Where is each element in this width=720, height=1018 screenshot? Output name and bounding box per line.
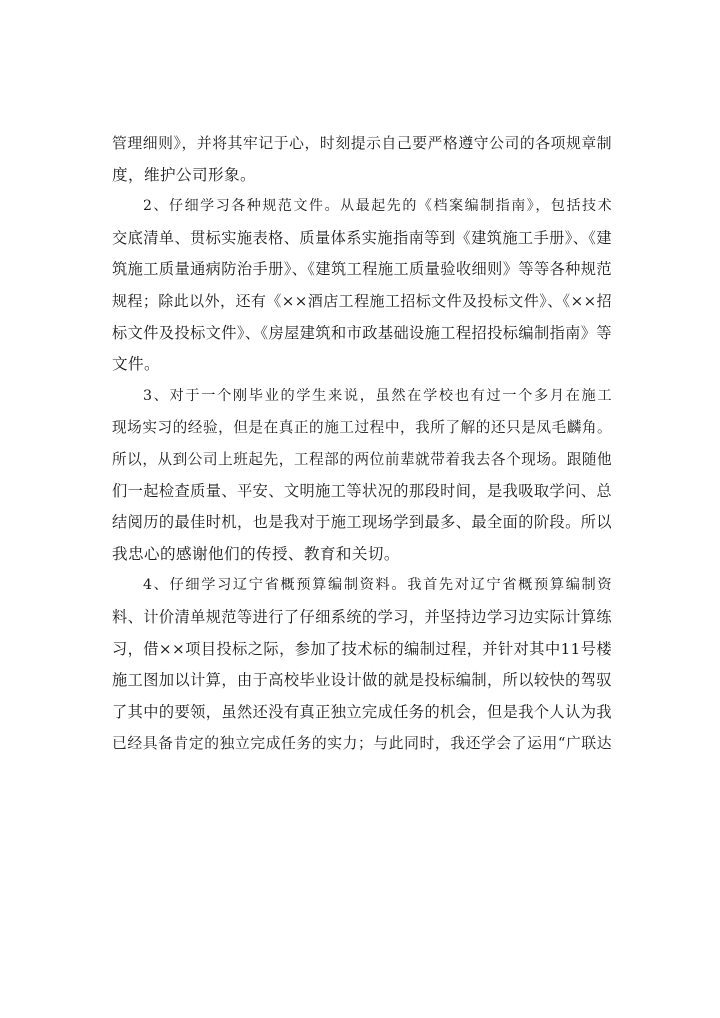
text-line: 标文件及投标文件》、《房屋建筑和市政基础设施工程招投标编制指南》等 bbox=[112, 323, 612, 342]
text-line: 规程；除此以外，还有《××酒店工程施工招标文件及投标文件》、《××招 bbox=[112, 291, 612, 310]
text-line: 已经具备肯定的独立完成任务的实力；与此同时，我还学会了运用“广联达 bbox=[112, 735, 612, 753]
document-body bbox=[112, 128, 612, 760]
text-line: 筑施工质量通病防治手册》、《建筑工程施工质量验收细则》等等各种规范 bbox=[112, 260, 612, 279]
text-line: 3、对于一个刚毕业的学生来说，虽然在学校也有过一个多月在施工 bbox=[143, 387, 612, 404]
text-line: 管理细则》，并将其牢记于心，时刻提示自己要严格遵守公司的各项规章制 bbox=[112, 135, 612, 152]
text-line: 2、仔细学习各种规范文件。从最起先的《档案编制指南》，包括技术 bbox=[143, 198, 612, 215]
text-line: 所以，从到公司上班起先，工程部的两位前辈就带着我去各个现场。跟随他 bbox=[112, 450, 612, 468]
text-line: 习，借××项目投标之际，参加了技术标的编制过程，并针对其中11号楼 bbox=[112, 639, 612, 658]
paragraph-rules-continuation bbox=[112, 128, 612, 191]
paragraph-site-practice bbox=[112, 381, 612, 571]
text-line: 们一起检查质量、平安、文明施工等状况的那段时间，是我吸取学问、总 bbox=[112, 481, 612, 500]
text-line: 我忠心的感谢他们的传授、教育和关切。 bbox=[112, 544, 400, 563]
text-line: 施工图加以计算，由于高校毕业设计做的就是投标编制，所以较快的驾驭 bbox=[112, 671, 612, 690]
text-line: 文件。 bbox=[112, 355, 160, 374]
text-line: 现场实习的经验，但是在真正的施工过程中，我所了解的还只是凤毛麟角。 bbox=[112, 419, 612, 437]
text-line: 度，维护公司形象。 bbox=[112, 165, 256, 184]
text-line: 结阅历的最佳时机，也是我对于施工现场学到最多、最全面的阶段。所以 bbox=[112, 513, 612, 532]
paragraph-budget-materials bbox=[112, 570, 612, 760]
text-line: 4、仔细学习辽宁省概预算编制资料。我首先对辽宁省概预算编制资 bbox=[143, 577, 612, 594]
text-line: 了其中的要领，虽然还没有真正独立完成任务的机会，但是我个人认为我 bbox=[112, 702, 612, 721]
text-line: 料、计价清单规范等进行了仔细系统的学习，并坚持边学习边实际计算练 bbox=[112, 607, 612, 626]
paragraph-study-specifications bbox=[112, 191, 612, 381]
text-line: 交底清单、贯标实施表格、质量体系实施指南等到《建筑施工手册》、《建 bbox=[112, 228, 612, 247]
